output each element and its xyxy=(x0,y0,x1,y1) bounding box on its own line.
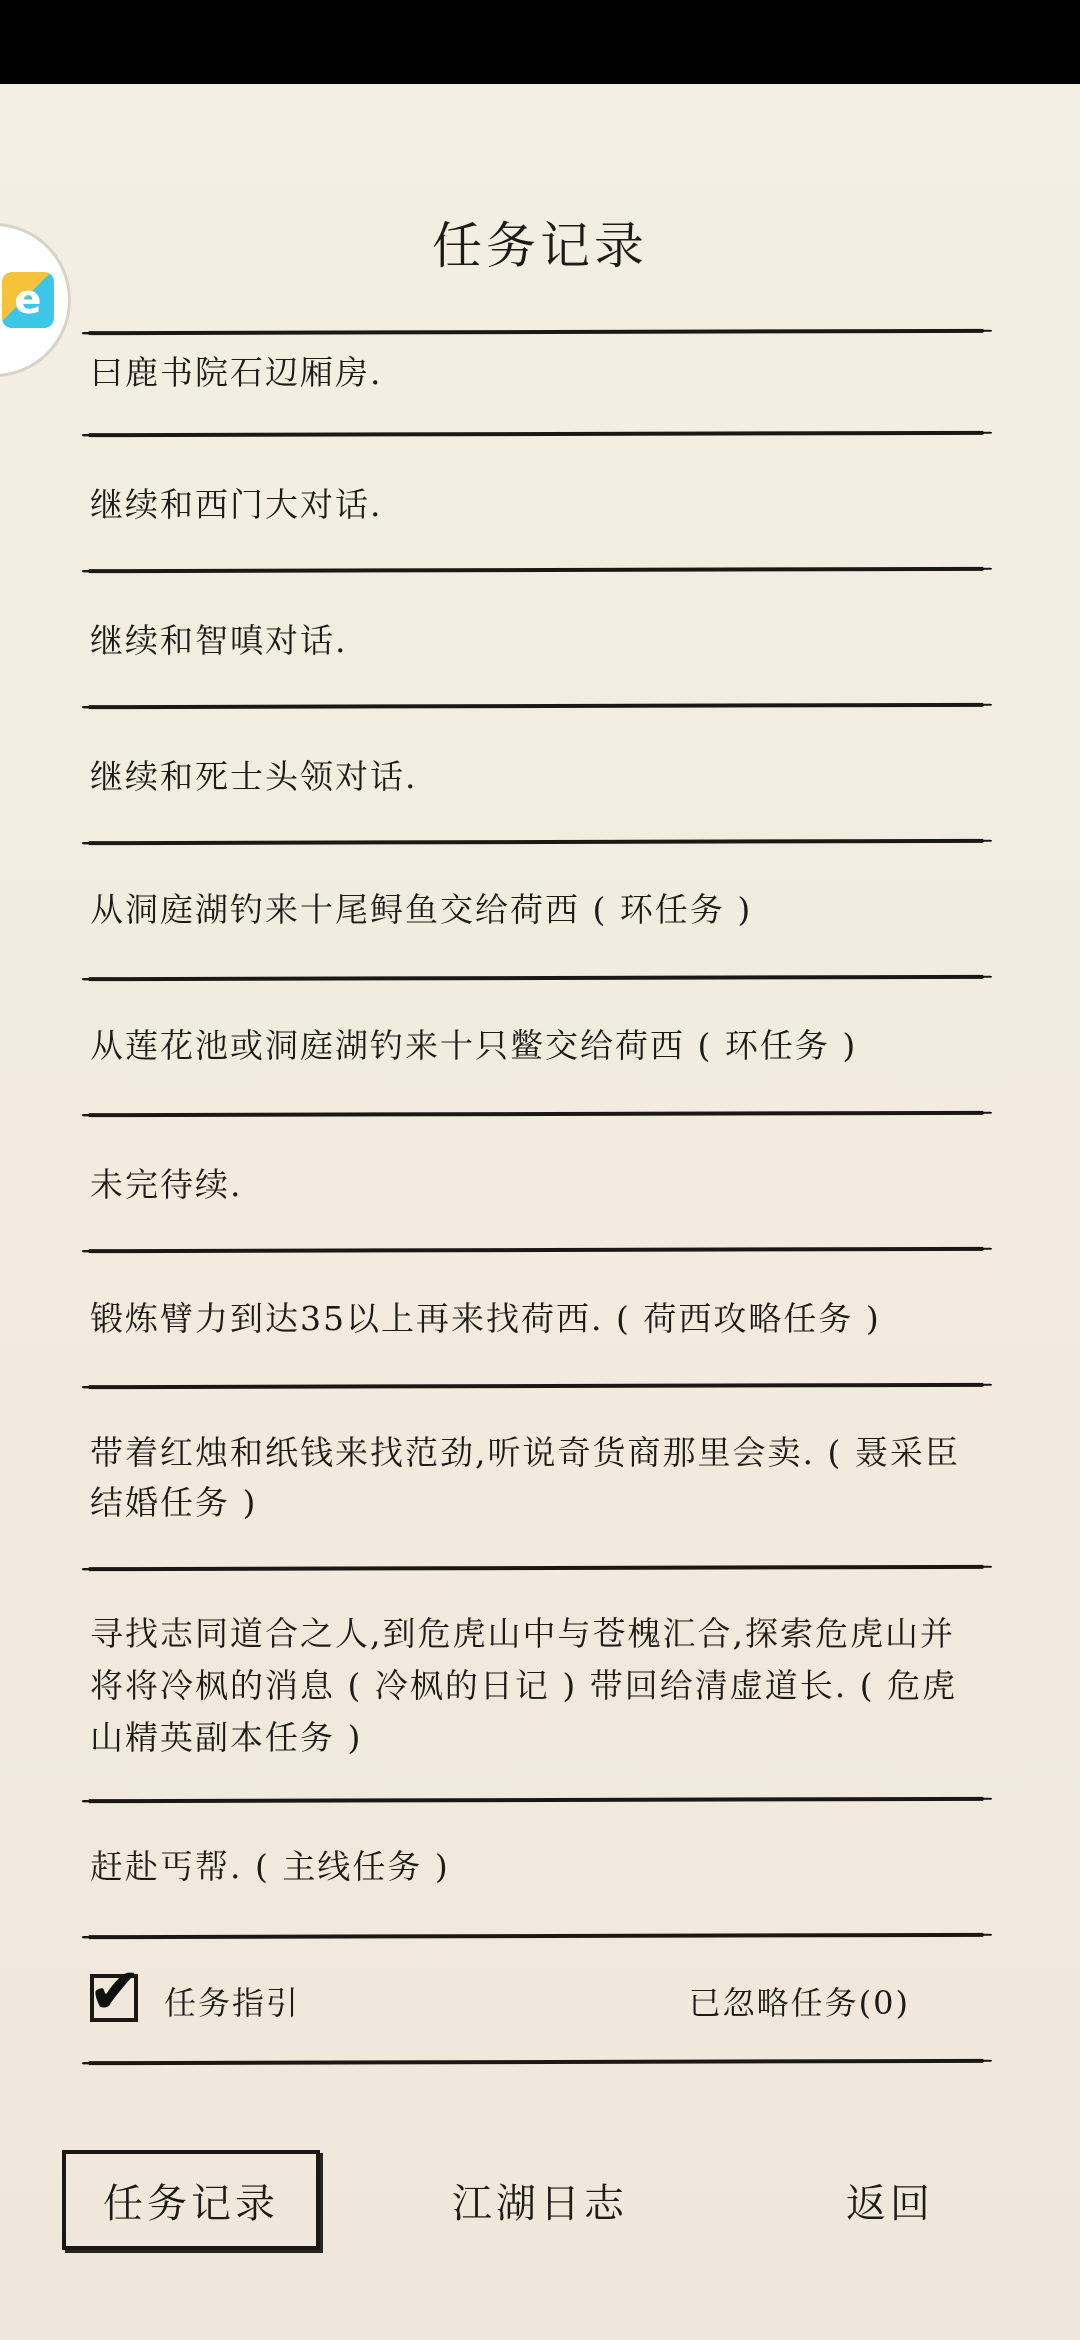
task-guide-label[interactable]: 任务指引 xyxy=(164,1984,301,2022)
task-item[interactable]: 从莲花池或洞庭湖钓来十只鳖交给荷西 ( 环任务 ) xyxy=(90,1026,858,1065)
task-item[interactable]: 锻炼臂力到达35以上再来找荷西. ( 荷西攻略任务 ) xyxy=(90,1299,881,1338)
task-item[interactable]: 带着红烛和纸钱来找范劲,听说奇货商那里会卖. ( 聂采臣结婚任务 ) xyxy=(90,1433,960,1522)
ignored-tasks-link[interactable]: 已忽略任务(0) xyxy=(688,1984,910,2022)
task-item[interactable]: 继续和智嗔对话. xyxy=(90,621,348,660)
back-button[interactable]: 返回 xyxy=(846,2180,934,2227)
checkmark-icon: ✔ xyxy=(88,1955,142,2029)
app-logo-icon: e xyxy=(2,272,54,328)
task-item[interactable]: 未完待续. xyxy=(90,1165,243,1204)
task-options-row xyxy=(0,1955,1080,2038)
task-item[interactable]: 赶赴丐帮. ( 主线任务 ) xyxy=(90,1847,450,1886)
page-title: 任务记录 xyxy=(432,217,648,275)
task-item[interactable]: 寻找志同道合之人,到危虎山中与苍槐汇合,探索危虎山并将将冷枫的消息 ( 冷枫的日记 ) 带回给清虚道长. ( 危虎山精英副本任务 ) xyxy=(90,1614,958,1757)
tab-task-records[interactable]: 任务记录 xyxy=(62,2150,320,2250)
task-item[interactable]: 继续和西门大对话. xyxy=(90,485,383,524)
task-item[interactable]: 曰鹿书院石辺厢房. xyxy=(90,353,383,392)
status-bar xyxy=(0,0,1080,84)
task-item[interactable]: 从洞庭湖钓来十尾鲟鱼交给荷西 ( 环任务 ) xyxy=(90,890,753,929)
bottom-tab-bar xyxy=(0,2150,1080,2250)
task-item[interactable]: 继续和死士头领对话. xyxy=(90,757,418,796)
tab-jianghu-journal[interactable]: 江湖日志 xyxy=(452,2180,628,2227)
task-guide-checkbox[interactable] xyxy=(88,1955,142,2029)
